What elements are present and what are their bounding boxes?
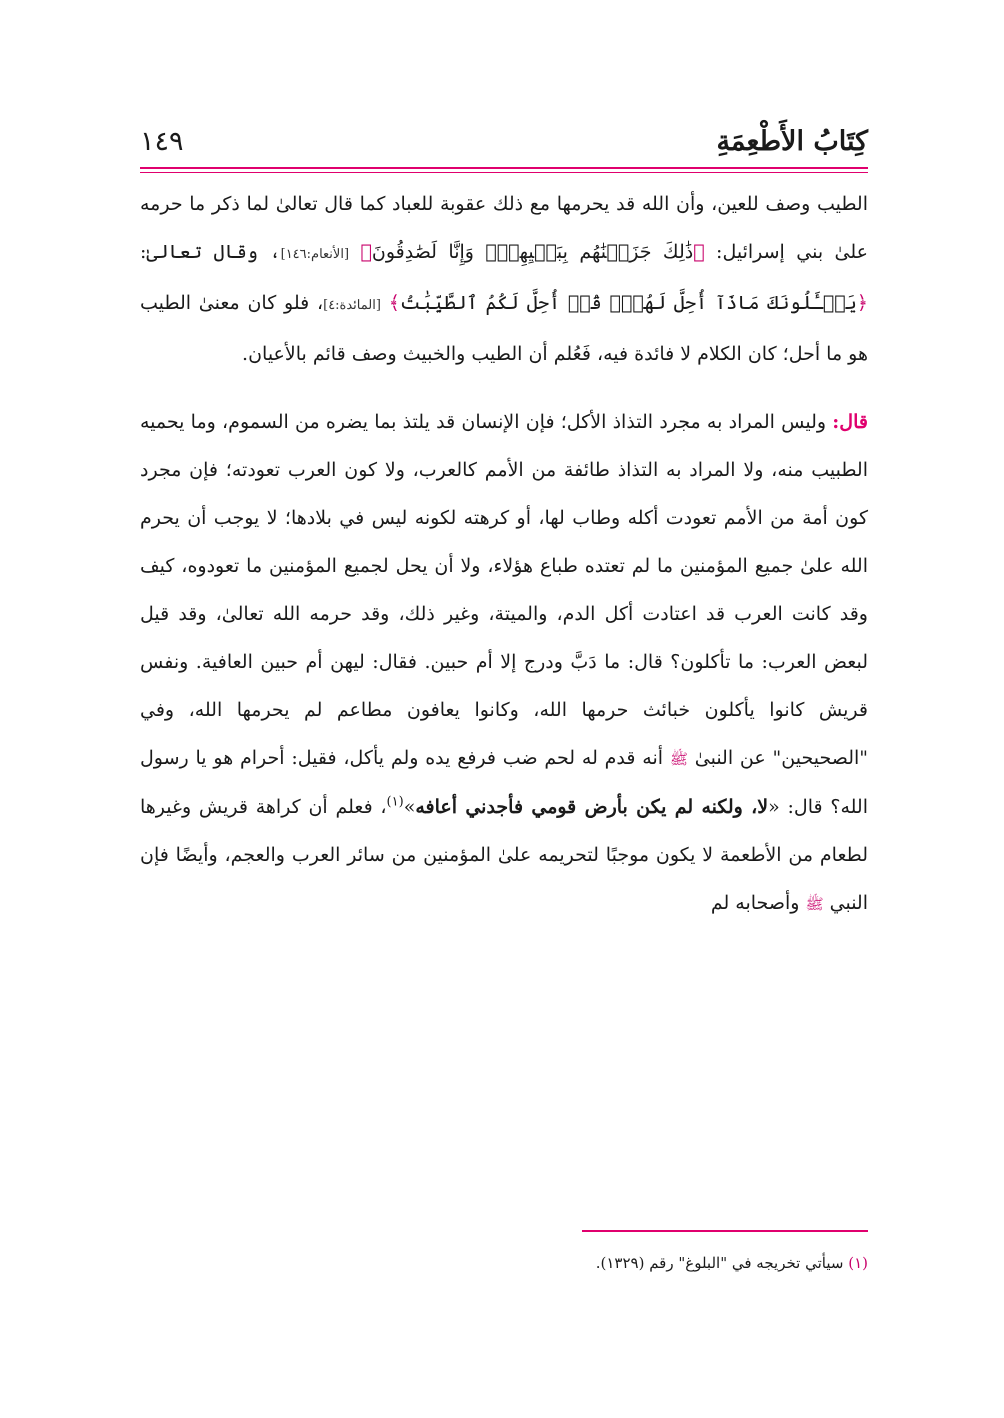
hadith-close-quote: » — [403, 796, 416, 818]
p2-text-a: وليس المراد به مجرد التذاذ الأكل؛ فإن الإنسان قد يلتذ بما يضره من السموم، وما يحميه الطبيب منه، ولا المراد به التذاذ طائفة من الأمم كالعرب، ولا كون العرب تعودته؛ فإن مجرد كون أمة من الأمم تعودت أكله وطاب لها، أو كرهته لكونه ليس في بلادها؛ لا يوجب أن يحرم الله علىٰ جميع المؤمنين ما لم تعتده طباع هؤلاء، ولا أن يحل لجميع المؤمنين ما تعودوه، كيف وقد كانت العرب قد اعتادت أكل الدم، والميتة، وغير ذلك، وقد حرمه الله تعالىٰ، وقد قيل لبعض العرب: ما تأكلون؟ قال: ما دَبَّ ودرج إلا أم حبين. فقال: ليهن أم حبين العافية. ونفس قريش كانوا يأكلون خبائث حرمها الله، وكانوا يعافون مطاعم لم يحرمها الله، وفي "الصحيحين" عن النبىٰ — [140, 411, 868, 769]
header-rule-thin — [140, 172, 868, 173]
main-text — [140, 180, 868, 928]
footnote-text: سيأتي تخريجه في "البلوغ" رقم (١٣٢٩). — [595, 1254, 849, 1272]
quran-close-bracket: ﴾ — [360, 241, 372, 263]
verse-reference-2: [المائدة:٤] — [323, 298, 381, 313]
quran-close-bracket-2: ﴾ — [388, 292, 400, 314]
hadith-text: لا، ولكنه لم يكن بأرض قومي فأجدني أعافه — [415, 796, 769, 818]
salawat-symbol-2: ﷺ — [805, 895, 824, 913]
paragraph-1 — [140, 180, 868, 378]
footnote-rule — [582, 1230, 868, 1232]
p1-text-b: ، وقال تعالىٰ: — [140, 241, 281, 263]
qala-label: قال: — [832, 411, 868, 433]
header-rule-thick — [140, 167, 868, 169]
p2-text-d: وأصحابه لم — [710, 892, 806, 914]
p1-text-a: الطيب وصف للعين، وأن الله قد يحرمها مع ذلك عقوبة للعباد كما قال تعالىٰ لما ذكر ما حرمه علىٰ بني إسرائيل: — [140, 193, 869, 263]
chapter-title: كِتَابُ الأَطْعِمَةِ — [716, 126, 868, 157]
p2-text-b: أنه قدم له لحم ضب فرفع يده ولم يأكل، فقيل: أحرام هو يا رسول الله؟ قال: « — [140, 747, 868, 818]
p1-text-c: ، فلو كان معنىٰ الطيب هو ما أحل؛ كان الكلام لا فائدة فيه، فَعُلم أن الطيب والخبيث وصف قائم بالأعيان. — [140, 292, 868, 365]
footnote — [140, 1250, 868, 1276]
salawat-symbol: ﷺ — [669, 750, 688, 768]
verse-reference-1: [الأنعام:١٤٦] — [280, 247, 350, 262]
quran-verse-2: يَسۡـَٔلُونَكَ مَاذَآ أُحِلَّ لَهُمۡۖ قُلۡ أُحِلَّ لَكُمُ ٱلطَّيِّبَٰتُ — [399, 292, 857, 314]
quran-open-bracket: ﴿ — [693, 241, 705, 263]
footnote-number: (١) — [848, 1254, 868, 1272]
p2-text-c: ، فعلم أن كراهة قريش وغيرها لطعام من الأطعمة لا يكون موجبًا لتحريمه علىٰ المؤمنين من سائر العرب والعجم، وأيضًا فإن النبي — [140, 796, 868, 914]
quran-verse-1: ذَٰلِكَ جَزَيۡنَٰهُم بِبَغۡيِهِمۡۖ وَإِنَّا لَصَٰدِقُونَ — [371, 241, 694, 263]
footnote-marker[interactable]: (١) — [386, 794, 404, 810]
page-number: ١٤٩ — [140, 126, 184, 157]
quran-open-bracket-2: ﴿ — [856, 292, 868, 314]
page-header — [140, 126, 868, 166]
paragraph-2 — [140, 398, 868, 928]
